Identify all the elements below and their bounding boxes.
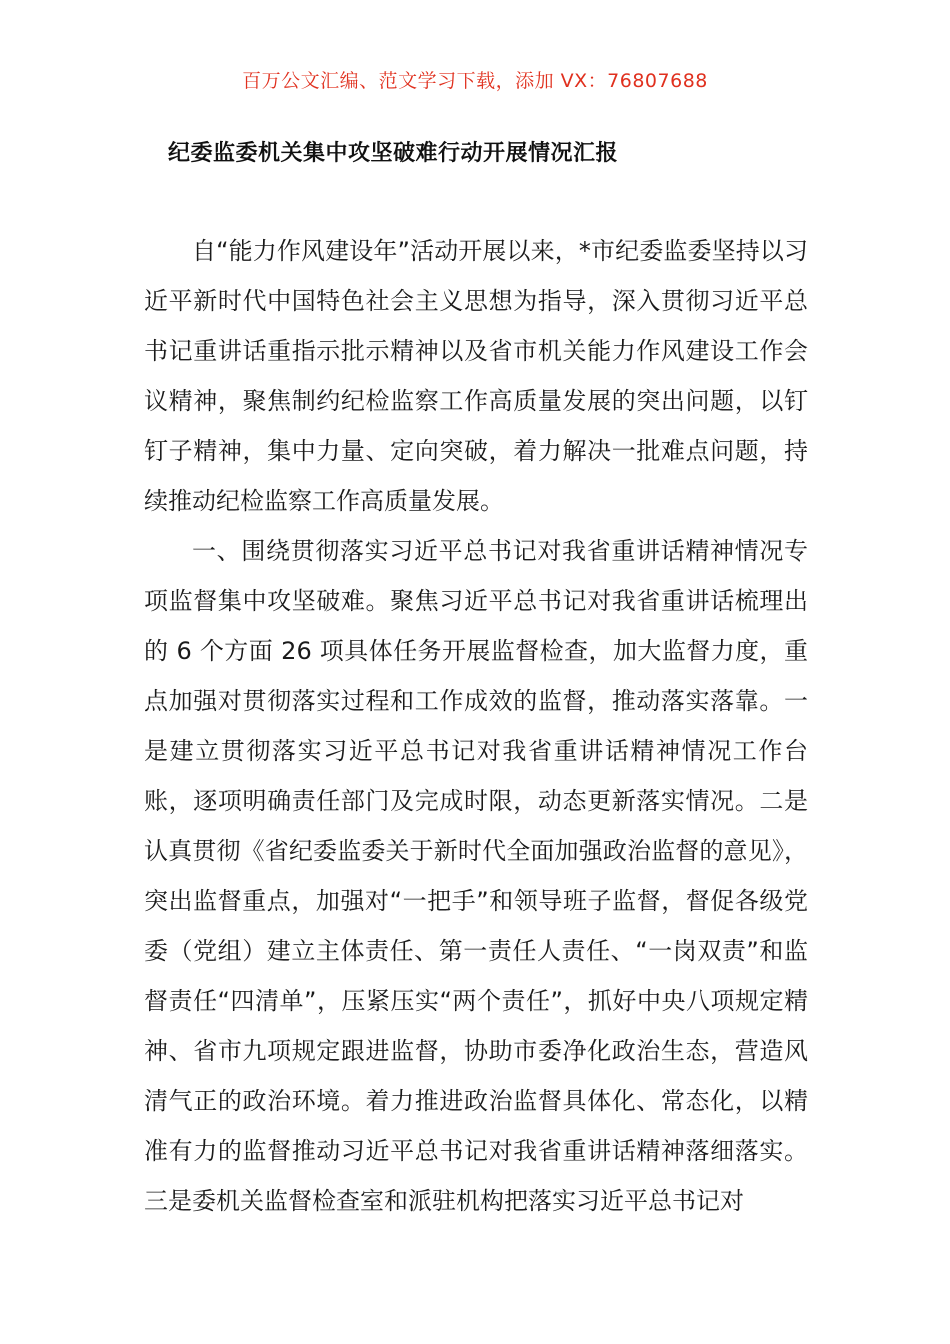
paragraph-section-one: 一、围绕贯彻落实习近平总书记对我省重讲话精神情况专项监督集中攻坚破难。聚焦习近平总书记对我省重讲话梳理出的 6 个方面 26 项具体任务开展监督检查，加大监督力度，重点加强对贯彻落实过程和工作成效的监督，推动落实落靠。一是建立贯彻落实习近平总书记对我省重讲话精神情况工作台账，逐项明确责任部门及完成时限，动态更新落实情况。二是认真贯彻《省纪委监委关于新时代全面加强政治监督的意见》，突出监督重点，加强对“一把手”和领导班子监督，督促各级党委（党组）建立主体责任、第一责任人责任、“一岗双责”和监督责任“四清单”，压紧压实“两个责任”，抓好中央八项规定精神、省市九项规定跟进监督，协助市委净化政治生态，营造风清气正的政治环境。着力推进政治监督具体化、常态化，以精准有力的监督推动习近平总书记对我省重讲话精神落细落实。三是委机关监督检查室和派驻机构把落实习近平总书记对 — [144, 537, 808, 1215]
header-watermark-note: 百万公文汇编、范文学习下载，添加 VX：76807688 — [242, 70, 708, 92]
document-body — [144, 226, 808, 1226]
document-title: 纪委监委机关集中攻坚破难行动开展情况汇报 — [168, 141, 619, 166]
paragraph-intro: 自“能力作风建设年”活动开展以来，*市纪委监委坚持以习近平新时代中国特色社会主义思想为指导，深入贯彻习近平总书记重讲话重指示批示精神以及省市机关能力作风建设工作会议精神，聚焦制约纪检监察工作高质量发展的突出问题，以钉钉子精神，集中力量、定向突破，着力解决一批难点问题，持续推动纪检监察工作高质量发展。 — [144, 237, 808, 515]
